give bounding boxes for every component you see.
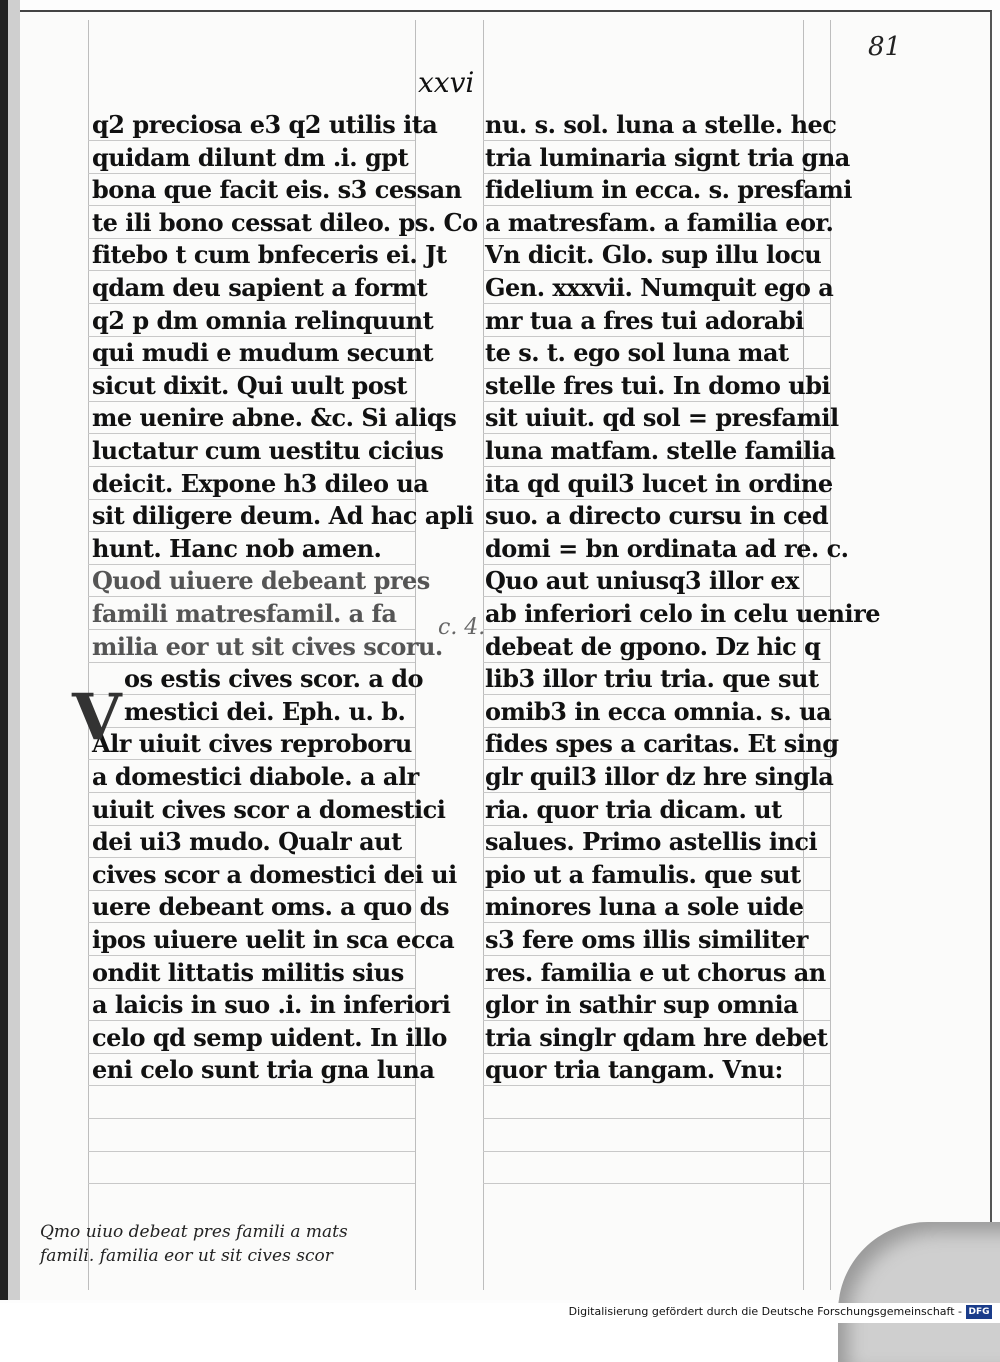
left-column-line: bona que facit eis. s3 cessan <box>92 175 462 205</box>
left-column-line: a domestici diabole. a alr <box>92 762 419 791</box>
ruling-line <box>483 238 830 239</box>
right-column-line: tria singlr qdam hre debet <box>485 1022 828 1052</box>
left-column-line: te ili bono cessat dileo. ps. Co <box>92 207 478 237</box>
ruling-line <box>88 1020 415 1021</box>
ruling-line <box>483 1085 830 1086</box>
left-column-line: ondit littatis militis sius <box>92 957 404 987</box>
ruling-line <box>483 662 830 663</box>
ruling-line <box>88 727 415 728</box>
right-column-line: domi = bn ordinata ad re. c. <box>485 533 849 563</box>
right-column-line: ita qd quil3 lucet in ordine <box>485 468 833 498</box>
ruling-line <box>483 922 830 923</box>
ruling-line <box>88 1151 415 1152</box>
right-column-line: omib3 in ecca omnia. s. ua <box>485 696 832 726</box>
ruling-line <box>88 368 415 369</box>
ruling-line <box>88 922 415 923</box>
left-column-line: deicit. Expone h3 dileo ua <box>92 468 429 498</box>
right-column-line: fidelium in ecca. s. presfami <box>485 175 852 205</box>
ruling-line <box>483 401 830 402</box>
ruling-line <box>88 955 415 956</box>
ruling-line <box>88 988 415 989</box>
left-column-line: quidam dilunt dm .i. gpt <box>92 142 409 172</box>
right-column-line: sit uiuit. qd sol = presfamil <box>485 403 839 433</box>
ruling-line <box>88 564 415 565</box>
ruling-line <box>88 238 415 239</box>
ruling-line <box>483 596 830 597</box>
ruling-line <box>88 1183 415 1184</box>
left-column-line: mestici dei. Eph. u. b. <box>124 696 406 726</box>
right-column-line: Vn dicit. Glo. sup illu locu <box>485 240 822 270</box>
lower-margin-note-line: famili. familia eor ut sit cives scor <box>40 1246 333 1266</box>
ruling-line <box>483 531 830 532</box>
ruling-line <box>483 1183 830 1184</box>
right-column-line: lib3 illor triu tria. que sut <box>485 664 819 694</box>
right-column-line: glr quil3 illor dz hre singla <box>485 762 834 791</box>
right-column-line: tria luminaria signt tria gna <box>485 142 850 172</box>
left-column-line: Quod uiuere debeant pres <box>92 566 430 596</box>
dfg-logo: DFG <box>966 1305 992 1319</box>
left-column-line: uere debeant oms. a quo ds <box>92 892 449 922</box>
ruling-line <box>483 433 830 434</box>
ruling-line <box>88 140 415 141</box>
left-column-line: fitebo t cum bnfeceris ei. Jt <box>92 240 447 270</box>
ruling-line <box>88 629 415 630</box>
right-column-line: salues. Primo astellis inci <box>485 827 818 857</box>
ruling-line <box>88 596 415 597</box>
ruling-line <box>483 792 830 793</box>
left-column-line: milia eor ut sit cives scoru. <box>92 631 443 661</box>
left-column-line: qdam deu sapient a formt <box>92 273 428 302</box>
gutter-shadow <box>8 0 20 1300</box>
ruling-line <box>483 1118 830 1119</box>
right-column-line: nu. s. sol. luna a stelle. hec <box>485 110 837 139</box>
right-column-line: suo. a directo cursu in ced <box>485 501 829 531</box>
ruling-line <box>88 890 415 891</box>
ruling-line <box>88 1118 415 1119</box>
ruling-line <box>483 20 484 1290</box>
ruling-line <box>483 303 830 304</box>
ruling-line <box>483 629 830 630</box>
ruling-line <box>483 499 830 500</box>
marginal-note: c. 4. <box>438 615 486 640</box>
ruling-line <box>88 401 415 402</box>
ruling-line <box>88 466 415 467</box>
ruling-line <box>88 20 89 1290</box>
ruling-line <box>483 955 830 956</box>
ruling-line <box>88 792 415 793</box>
ruling-line <box>483 694 830 695</box>
ruling-line <box>483 825 830 826</box>
ruling-line <box>88 662 415 663</box>
left-column-line: uiuit cives scor a domestici <box>92 794 446 824</box>
ruling-line <box>483 140 830 141</box>
ruling-line <box>88 205 415 206</box>
ruling-line <box>88 759 415 760</box>
right-column-line: quor tria tangam. Vnu: <box>485 1055 783 1085</box>
ruling-line <box>483 890 830 891</box>
binding-edge <box>0 0 8 1300</box>
left-column-line: me uenire abne. &c. Si aliqs <box>92 403 457 433</box>
ruling-line <box>88 1053 415 1054</box>
right-column-line: Gen. xxxvii. Numquit ego a <box>485 273 834 302</box>
ruling-line <box>483 205 830 206</box>
ruling-line <box>88 499 415 500</box>
right-column-line: pio ut a famulis. que sut <box>485 859 801 889</box>
ruling-line <box>483 1053 830 1054</box>
ruling-line <box>88 433 415 434</box>
left-column-line: famili matresfamil. a fa <box>92 599 397 628</box>
right-column-line: res. familia e ut chorus an <box>485 957 826 987</box>
ruling-line <box>88 1085 415 1086</box>
ruling-line <box>483 336 830 337</box>
ruling-line <box>483 857 830 858</box>
ruling-line <box>88 173 415 174</box>
left-column-line: q2 p dm omnia relinquunt <box>92 305 434 335</box>
right-column-line: stelle fres tui. In domo ubi <box>485 370 831 400</box>
folio-number: 81 <box>868 32 902 62</box>
ruling-line <box>88 336 415 337</box>
right-column-line: glor in sathir sup omnia <box>485 990 799 1020</box>
ruling-line <box>483 759 830 760</box>
ruling-line <box>88 303 415 304</box>
right-column-line: minores luna a sole uide <box>485 892 804 922</box>
right-column-line: ria. quor tria dicam. ut <box>485 794 782 824</box>
running-head: xxvi <box>418 66 475 99</box>
lower-margin-note-line: Qmo uiuo debeat pres famili a mats <box>40 1222 348 1242</box>
ruling-line <box>88 857 415 858</box>
left-column-line: sit diligere deum. Ad hac apli <box>92 501 474 531</box>
ruling-line <box>483 466 830 467</box>
left-column-line: q2 preciosa e3 q2 utilis ita <box>92 110 438 139</box>
ruling-line <box>483 727 830 728</box>
ruling-line <box>483 988 830 989</box>
ruling-line <box>483 1151 830 1152</box>
ruling-line <box>483 1020 830 1021</box>
right-column-line: luna matfam. stelle familia <box>485 436 836 465</box>
right-column-line: ab inferiori celo in celu uenire <box>485 599 881 628</box>
right-column-line: s3 fere oms illis similiter <box>485 925 808 954</box>
right-column-line: te s. t. ego sol luna mat <box>485 338 789 368</box>
ruling-line <box>483 564 830 565</box>
left-column-line: sicut dixit. Qui uult post <box>92 370 407 400</box>
ruling-line <box>88 825 415 826</box>
right-column-line: Quo aut uniusq3 illor ex <box>485 566 799 596</box>
ruling-line <box>483 270 830 271</box>
right-column-line: debeat de gpono. Dz hic q <box>485 631 821 661</box>
right-column-line: mr tua a fres tui adorabi <box>485 305 804 335</box>
ruling-line <box>88 531 415 532</box>
left-column-line: qui mudi e mudum secunt <box>92 338 434 368</box>
digitization-credit: Digitalisierung gefördert durch die Deutsche Forschungsgemeinschaft - <box>568 1305 962 1318</box>
left-column-line: cives scor a domestici dei ui <box>92 859 457 889</box>
decorated-initial: V <box>72 680 122 755</box>
left-column-line: os estis cives scor. a do <box>124 664 424 694</box>
ruling-line <box>483 368 830 369</box>
ruling-line <box>483 173 830 174</box>
left-column-line: Alr uiuit cives reproboru <box>92 729 412 759</box>
ruling-line <box>88 270 415 271</box>
right-column-line: a matresfam. a familia eor. <box>485 207 834 237</box>
left-column-line: a laicis in suo .i. in inferiori <box>92 990 451 1020</box>
right-column-line: fides spes a caritas. Et sing <box>485 729 839 759</box>
left-column-line: eni celo sunt tria gna luna <box>92 1055 435 1085</box>
ruling-line <box>88 694 415 695</box>
left-column-line: celo qd semp uident. In illo <box>92 1022 447 1052</box>
left-column-line: hunt. Hanc nob amen. <box>92 533 382 563</box>
left-column-line: ipos uiuere uelit in sca ecca <box>92 925 455 954</box>
left-column-line: dei ui3 mudo. Qualr aut <box>92 827 402 857</box>
left-column-line: luctatur cum uestitu cicius <box>92 436 444 465</box>
